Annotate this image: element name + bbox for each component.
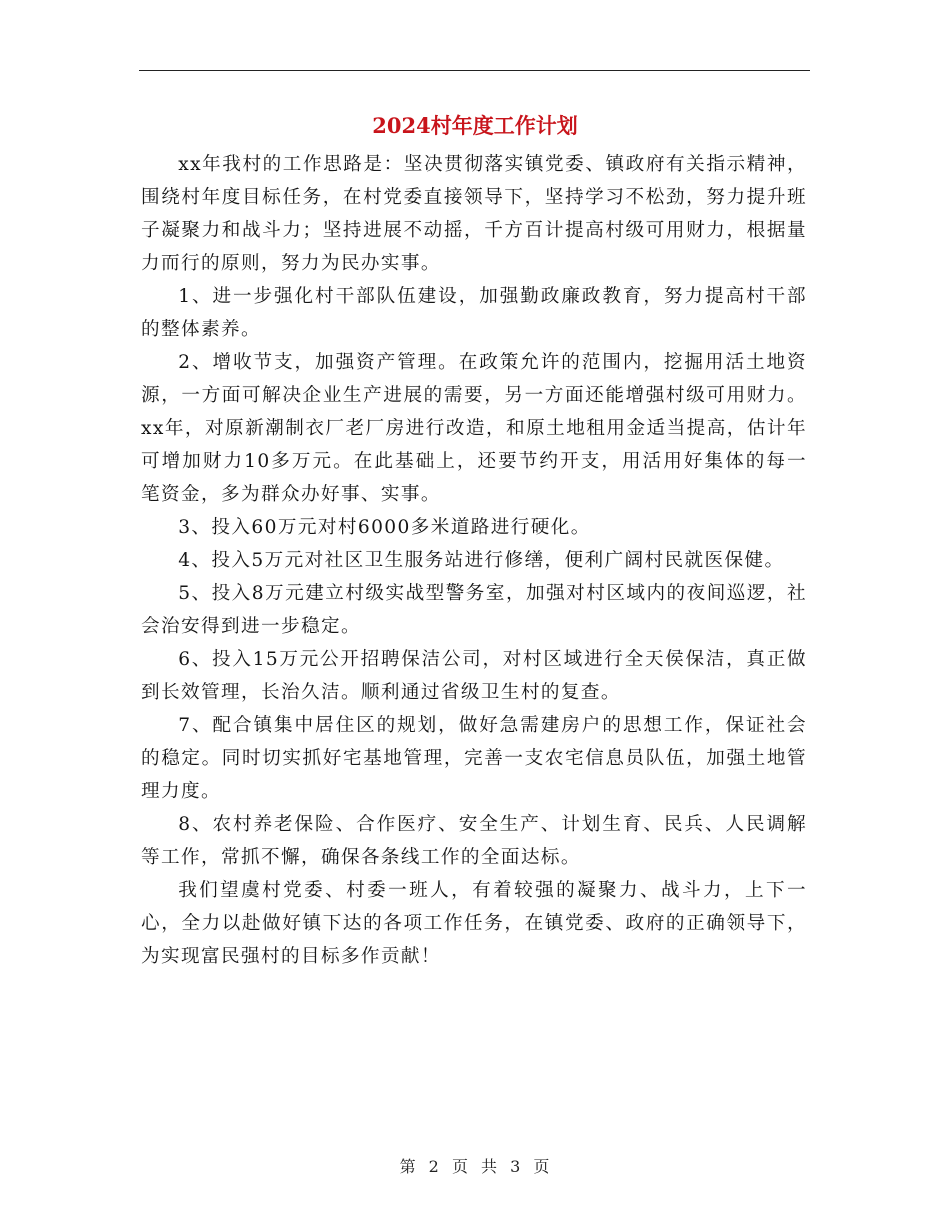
page-number-footer: 第 2 页 共 3 页: [399, 1157, 551, 1176]
plan-item-1: 1、进一步强化村干部队伍建设，加强勤政廉政教育，努力提高村干部的整体素养。: [141, 286, 807, 340]
intro-paragraph: xx年我村的工作思路是：坚决贯彻落实镇党委、镇政府有关指示精神，围绕村年度目标任务，在村党委直接领导下，坚持学习不松劲，努力提升班子凝聚力和战斗力；坚持进展不动摇，千方百计提高村级可用财力，根据量力而行的原则，努力为民办实事。: [141, 154, 807, 274]
plan-item-4: 4、投入5万元对社区卫生服务站进行修缮，便利广阔村民就医保健。: [178, 550, 785, 571]
plan-item-3: 3、投入60万元对村6000多米道路进行硬化。: [178, 517, 591, 538]
plan-item-8: 8、农村养老保险、合作医疗、安全生产、计划生育、民兵、人民调解等工作，常抓不懈，确保各条线工作的全面达标。: [141, 814, 807, 868]
plan-item-7: 7、配合镇集中居住区的规划，做好急需建房户的思想工作，保证社会的稳定。同时切实抓好宅基地管理，完善一支农宅信息员队伍，加强土地管理力度。: [141, 715, 807, 802]
document-title: 2024村年度工作计划: [372, 113, 578, 138]
closing-paragraph: 我们望虞村党委、村委一班人，有着较强的凝聚力、战斗力，上下一心，全力以赴做好镇下达的各项工作任务，在镇党委、政府的正确领导下，为实现富民强村的目标多作贡献！: [141, 880, 807, 967]
plan-item-6: 6、投入15万元公开招聘保洁公司，对村区域进行全天侯保洁，真正做到长效管理，长治久洁。顺利通过省级卫生村的复查。: [141, 649, 807, 703]
plan-item-2: 2、增收节支，加强资产管理。在政策允许的范围内，挖掘用活土地资源，一方面可解决企业生产进展的需要，另一方面还能增强村级可用财力。xx年，对原新潮制衣厂老厂房进行改造，和原土地租用金适当提高，估计年可增加财力10多万元。在此基础上，还要节约开支，用活用好集体的每一笔资金，多为群众办好事、实事。: [141, 352, 807, 505]
header-rule: [139, 70, 810, 71]
document-body: [141, 148, 807, 973]
plan-item-5: 5、投入8万元建立村级实战型警务室，加强对村区域内的夜间巡逻，社会治安得到进一步稳定。: [141, 583, 807, 637]
